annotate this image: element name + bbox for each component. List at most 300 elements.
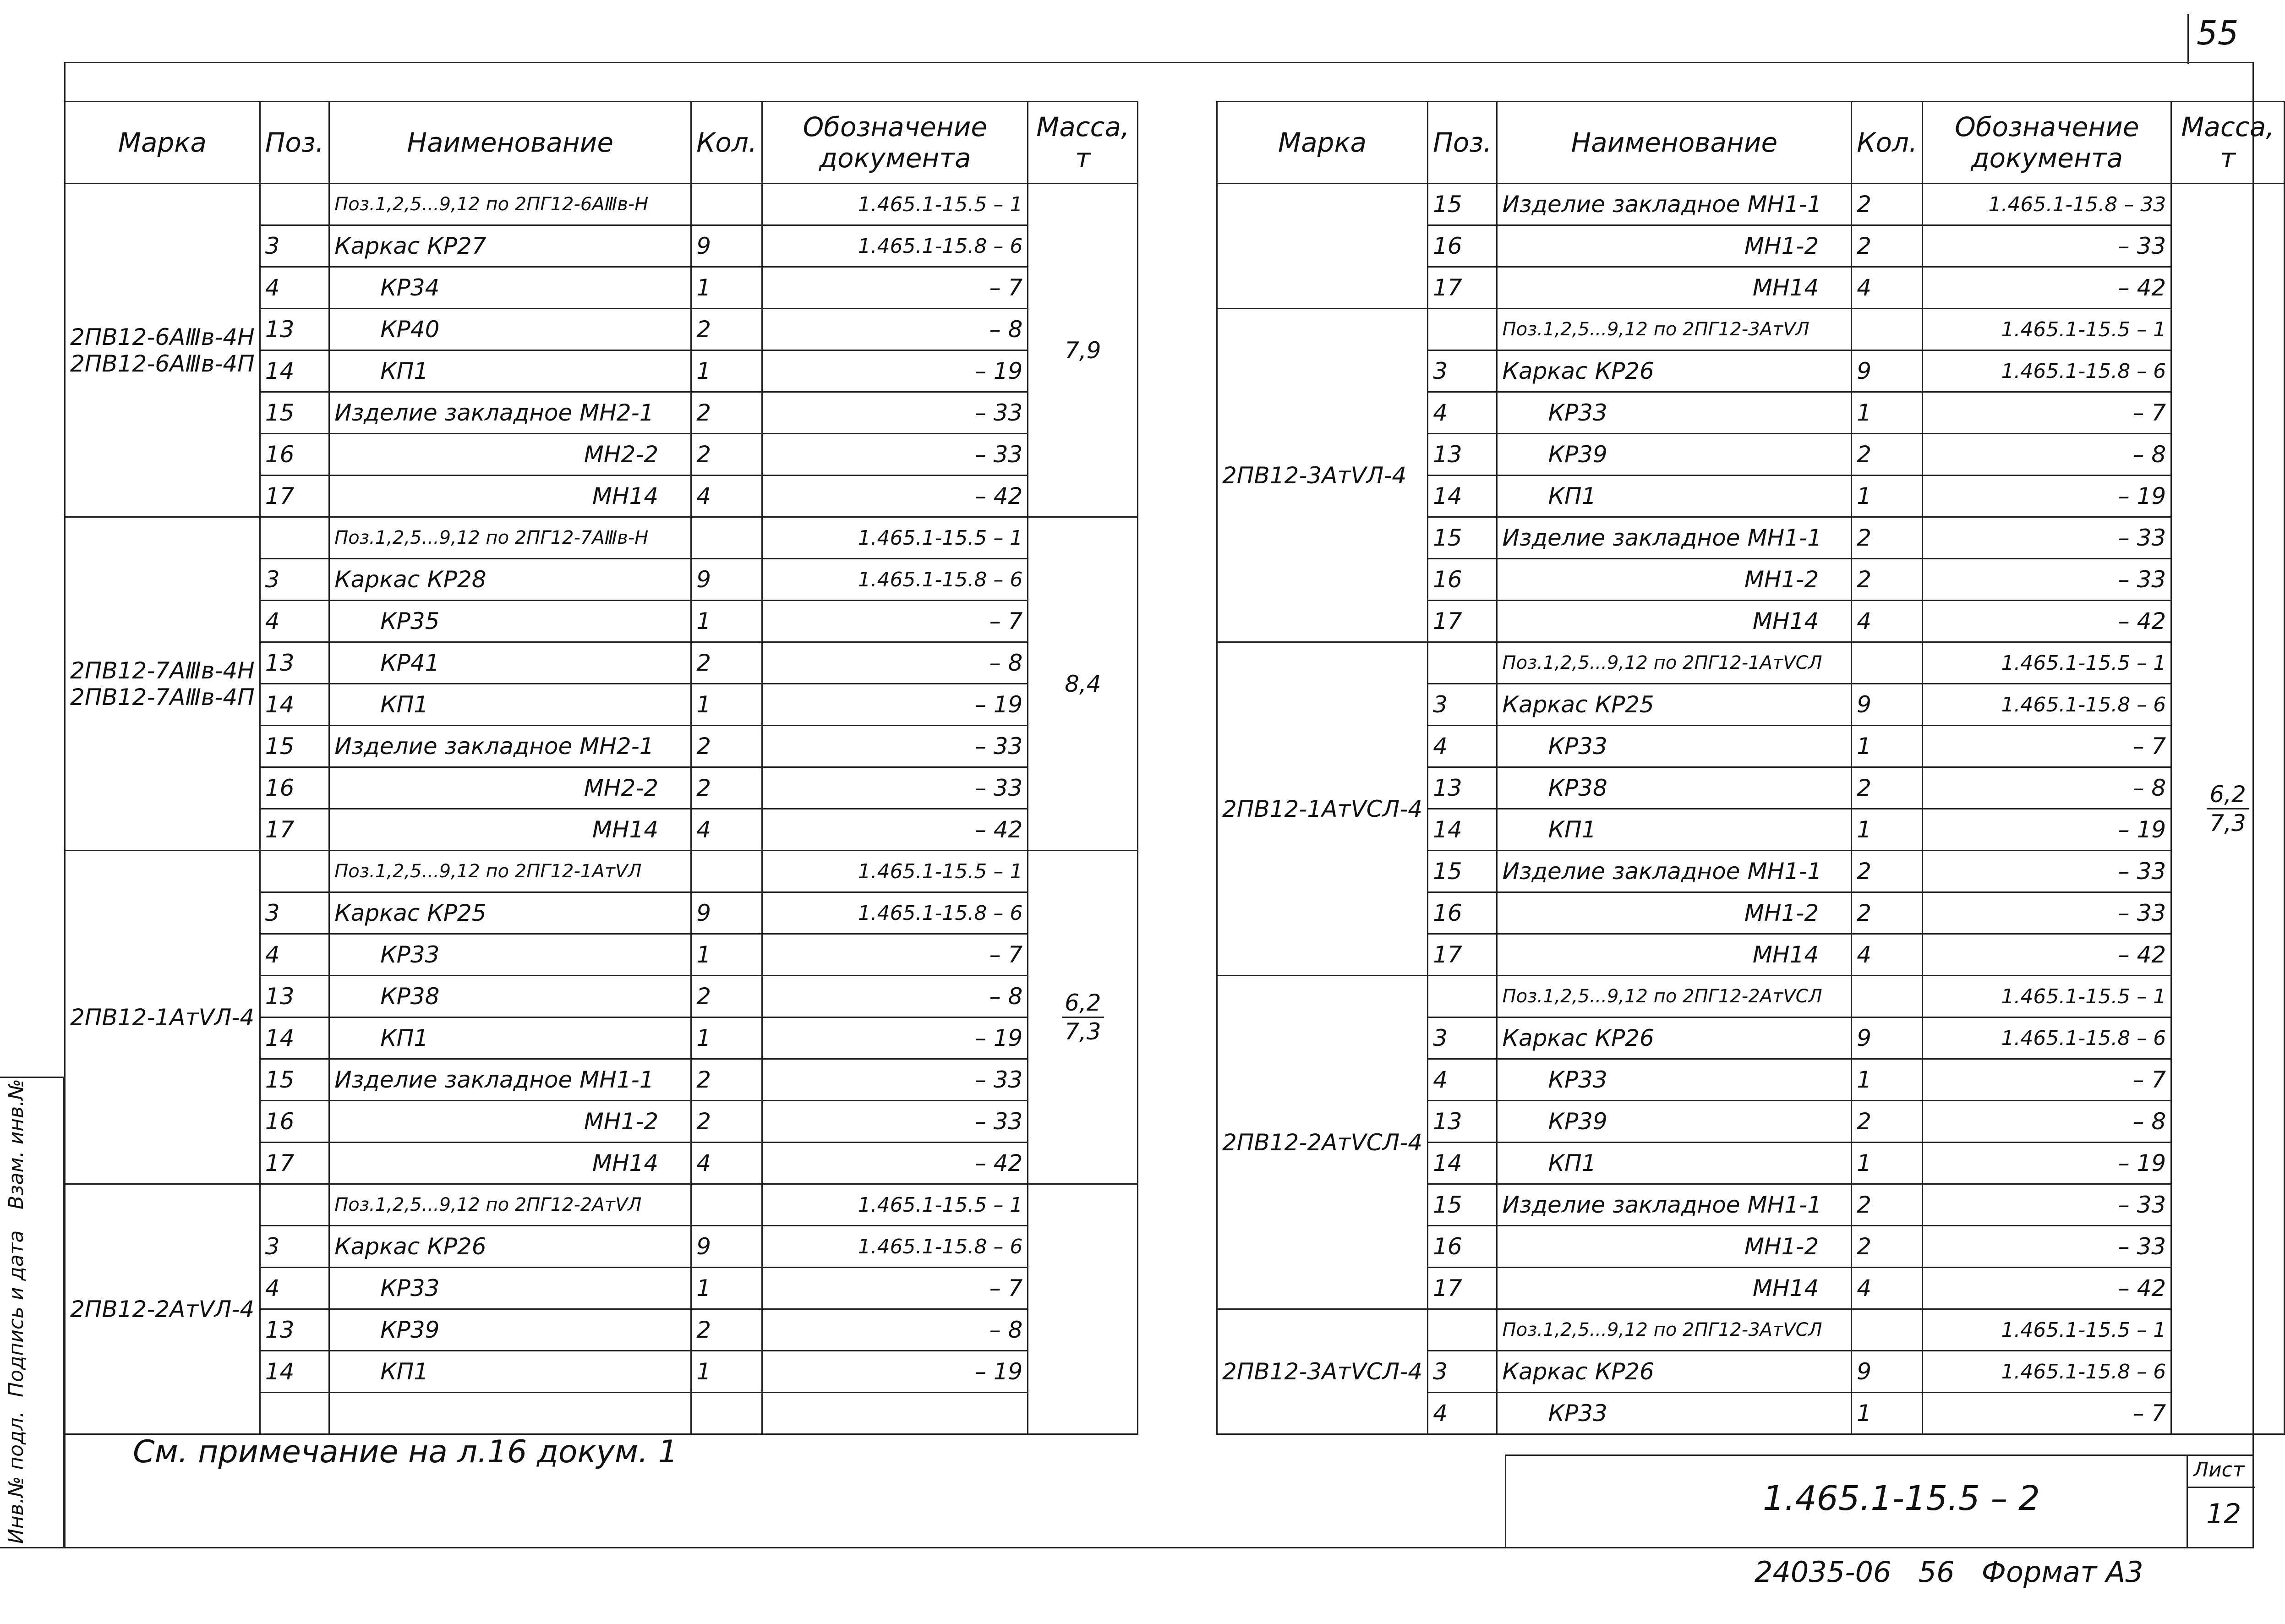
qty-cell: 2 [1852,1101,1923,1143]
pos-cell: 16 [1428,892,1497,934]
qty-cell: 1 [691,684,762,726]
doc-cell: – 7 [1923,1393,2171,1434]
qty-cell [1852,1309,1923,1351]
table-row [1217,184,2285,225]
name-cell: Каркас КР25 [1497,684,1852,726]
pos-cell [1428,642,1497,684]
marka-cell [65,517,260,851]
name-cell: КП1 [329,684,691,726]
marka-cell [1217,976,1428,1309]
name-cell: КР35 [329,601,691,642]
doc-cell: – 33 [1923,1226,2171,1268]
pos-cell: 4 [1428,392,1497,434]
header-poz: Поз. [260,102,329,184]
qty-cell [691,517,762,559]
qty-cell: 9 [1852,684,1923,726]
right-spec-table [1216,101,2285,1435]
name-cell: КР33 [329,1268,691,1309]
table-row [65,851,1138,892]
table-row [1217,1309,2285,1351]
name-cell: КП1 [1497,476,1852,517]
pos-cell: 16 [260,434,329,476]
name-cell: Изделие закладное МН1-1 [1497,184,1852,225]
qty-cell [1852,309,1923,350]
marka-line: 2ПВ12-3АтⅤСЛ-4 [1222,1358,1423,1385]
doc-cell: – 7 [1923,726,2171,767]
page-number: 55 [2197,14,2239,52]
name-cell: Каркас КР26 [1497,1017,1852,1059]
name-cell: Поз.1,2,5...9,12 по 2ПГ12-2АтⅤЛ [329,1184,691,1226]
qty-cell: 9 [691,892,762,934]
doc-cell: – 19 [762,684,1028,726]
name-cell: КР39 [1497,1101,1852,1143]
side-label-replace: Взам. инв.№ [5,1079,28,1209]
name-cell: КР38 [1497,767,1852,809]
doc-cell: – 19 [762,350,1028,392]
pos-cell: 4 [260,1268,329,1309]
name-cell [329,1393,691,1434]
qty-cell: 4 [1852,267,1923,309]
mass-cell [2171,184,2285,1434]
pos-cell: 17 [1428,267,1497,309]
qty-cell: 4 [691,809,762,851]
pos-cell: 15 [1428,851,1497,892]
doc-cell: 1.465.1-15.5 – 1 [762,184,1028,225]
doc-cell: – 42 [1923,934,2171,976]
pos-cell: 15 [260,392,329,434]
header-qty: Кол. [691,102,762,184]
qty-cell: 2 [691,434,762,476]
name-cell: Каркас КР27 [329,225,691,267]
name-cell: КП1 [1497,809,1852,851]
pos-cell: 4 [1428,726,1497,767]
doc-cell: – 7 [762,267,1028,309]
pos-cell: 17 [260,809,329,851]
marka-cell [65,1184,260,1434]
right-header-row [1217,102,2285,184]
pos-cell: 17 [1428,934,1497,976]
qty-cell: 2 [1852,892,1923,934]
pos-cell: 16 [1428,225,1497,267]
doc-cell: – 33 [1923,892,2171,934]
qty-cell: 2 [691,1101,762,1143]
marka-line: 2ПВ12-1АтⅤСЛ-4 [1222,795,1423,822]
doc-cell: – 33 [1923,517,2171,559]
pos-cell: 4 [1428,1059,1497,1101]
name-cell: МН2-2 [329,767,691,809]
doc-cell: 1.465.1-15.8 – 33 [1923,184,2171,225]
pos-cell: 17 [1428,1268,1497,1309]
doc-cell: 1.465.1-15.8 – 6 [762,892,1028,934]
name-cell: Поз.1,2,5...9,12 по 2ПГ12-3АтⅤЛ [1497,309,1852,350]
qty-cell: 1 [691,350,762,392]
pos-cell: 3 [260,559,329,601]
pos-cell: 3 [1428,684,1497,726]
name-cell: КР39 [1497,434,1852,476]
name-cell: Изделие закладное МН2-1 [329,726,691,767]
mass-fraction [2207,781,2249,837]
marka-line: 2ПВ12-7АⅢв-4П [70,684,255,711]
left-spec-table [64,101,1138,1435]
table-row [1217,976,2285,1017]
qty-cell: 4 [691,476,762,517]
qty-cell: 2 [1852,517,1923,559]
doc-cell: – 33 [762,1101,1028,1143]
pos-cell: 16 [1428,1226,1497,1268]
doc-cell: 1.465.1-15.8 – 6 [762,559,1028,601]
qty-cell: 9 [691,559,762,601]
qty-cell: 1 [1852,726,1923,767]
doc-cell: – 7 [762,1268,1028,1309]
table-row [65,1184,1138,1226]
pos-cell: 15 [1428,184,1497,225]
qty-cell: 2 [691,767,762,809]
name-cell: Каркас КР26 [1497,1351,1852,1393]
qty-cell: 2 [1852,851,1923,892]
pos-cell: 17 [1428,601,1497,642]
pos-cell: 14 [260,1017,329,1059]
name-cell: МН14 [329,476,691,517]
title-block [1505,1454,2254,1548]
marka-cell [1217,1309,1428,1434]
marka-cell [65,184,260,517]
qty-cell: 9 [1852,1351,1923,1393]
table-row [1217,309,2285,350]
header-marka: Марка [65,102,260,184]
qty-cell: 1 [1852,1143,1923,1184]
header-poz: Поз. [1428,102,1497,184]
marka-line: 2ПВ12-6АⅢв-4П [70,350,255,377]
doc-cell: 1.465.1-15.5 – 1 [762,1184,1028,1226]
side-label-inv-no: Инв.№ подл. [5,1411,28,1544]
sheet-box [2187,1454,2255,1548]
qty-cell [1852,642,1923,684]
qty-cell: 9 [1852,1017,1923,1059]
left-header-row [65,102,1138,184]
name-cell: МН14 [1497,934,1852,976]
name-cell: Каркас КР26 [329,1226,691,1268]
pos-cell: 13 [260,309,329,350]
pos-cell: 14 [260,350,329,392]
doc-cell: – 42 [1923,267,2171,309]
pos-cell: 13 [260,1309,329,1351]
qty-cell: 2 [691,976,762,1017]
name-cell: Каркас КР28 [329,559,691,601]
qty-cell [691,851,762,892]
doc-cell: – 8 [762,976,1028,1017]
qty-cell: 1 [691,1268,762,1309]
name-cell: МН1-2 [329,1101,691,1143]
name-cell: МН1-2 [1497,559,1852,601]
doc-cell: 1.465.1-15.5 – 1 [762,517,1028,559]
doc-cell: – 33 [1923,851,2171,892]
header-name: Наименование [329,102,691,184]
pos-cell: 14 [1428,809,1497,851]
table-row [1217,642,2285,684]
pos-cell: 13 [260,642,329,684]
marka-cell [1217,642,1428,976]
doc-cell: 1.465.1-15.8 – 6 [762,225,1028,267]
qty-cell: 4 [1852,934,1923,976]
pos-cell: 4 [1428,1393,1497,1434]
doc-cell: 1.465.1-15.8 – 6 [1923,1017,2171,1059]
page-number-divider [2187,14,2189,64]
pos-cell: 4 [260,601,329,642]
pos-cell: 13 [260,976,329,1017]
name-cell: Каркас КР25 [329,892,691,934]
doc-cell: – 19 [762,1351,1028,1393]
doc-cell: – 8 [1923,1101,2171,1143]
qty-cell: 1 [691,1017,762,1059]
pos-cell: 16 [260,1101,329,1143]
doc-cell: – 7 [762,934,1028,976]
doc-cell: 1.465.1-15.5 – 1 [1923,1309,2171,1351]
doc-cell: – 33 [762,726,1028,767]
qty-cell: 9 [1852,350,1923,392]
doc-cell: 1.465.1-15.8 – 6 [1923,1351,2171,1393]
qty-cell: 2 [1852,225,1923,267]
pos-cell: 3 [1428,350,1497,392]
doc-cell: – 8 [762,642,1028,684]
name-cell: МН14 [329,809,691,851]
qty-cell: 1 [1852,1393,1923,1434]
pos-cell: 15 [260,726,329,767]
mass-fraction [1062,989,1104,1045]
qty-cell: 4 [1852,1268,1923,1309]
doc-cell: 1.465.1-15.5 – 1 [1923,976,2171,1017]
name-cell: Поз.1,2,5...9,12 по 2ПГ12-1АтⅤЛ [329,851,691,892]
name-cell: Каркас КР26 [1497,350,1852,392]
doc-cell: – 19 [1923,1143,2171,1184]
doc-cell: – 42 [1923,1268,2171,1309]
pos-cell: 13 [1428,1101,1497,1143]
header-doc: Обозначение документа [762,102,1028,184]
pos-cell: 14 [260,684,329,726]
name-cell: КР38 [329,976,691,1017]
pos-cell: 3 [1428,1351,1497,1393]
name-cell: КР39 [329,1309,691,1351]
qty-cell: 2 [691,309,762,350]
name-cell: МН2-2 [329,434,691,476]
name-cell: МН14 [1497,1268,1852,1309]
pos-cell [260,851,329,892]
mass-cell: 7,9 [1028,184,1138,517]
name-cell: КР33 [1497,1393,1852,1434]
doc-cell: – 8 [762,1309,1028,1351]
pos-cell: 4 [260,934,329,976]
doc-cell: 1.465.1-15.5 – 1 [1923,642,2171,684]
pos-cell: 13 [1428,434,1497,476]
doc-cell: – 33 [762,392,1028,434]
sheet-label: Лист [2193,1458,2245,1482]
qty-cell: 1 [691,1351,762,1393]
doc-cell: 1.465.1-15.5 – 1 [762,851,1028,892]
name-cell: МН1-2 [1497,1226,1852,1268]
name-cell: Изделие закладное МН2-1 [329,392,691,434]
doc-cell: – 33 [1923,1184,2171,1226]
pos-cell: 15 [260,1059,329,1101]
name-cell: Поз.1,2,5...9,12 по 2ПГ12-6АⅢв-Н [329,184,691,225]
header-name: Наименование [1497,102,1852,184]
note-text: См. примечание на л.16 докум. 1 [133,1434,678,1470]
name-cell: КР33 [1497,392,1852,434]
marka-line: 2ПВ12-1АтⅤЛ-4 [70,1004,255,1031]
name-cell: МН14 [1497,267,1852,309]
table-row [65,517,1138,559]
name-cell: МН1-2 [1497,892,1852,934]
mass-denominator: 7,3 [2209,810,2246,837]
qty-cell: 1 [1852,1059,1923,1101]
doc-cell: 1.465.1-15.5 – 1 [1923,309,2171,350]
name-cell: Поз.1,2,5...9,12 по 2ПГ12-2АтⅤСЛ [1497,976,1852,1017]
qty-cell: 1 [691,601,762,642]
pos-cell: 4 [260,267,329,309]
qty-cell: 4 [1852,601,1923,642]
pos-cell [260,184,329,225]
name-cell: КР40 [329,309,691,350]
qty-cell [1852,976,1923,1017]
table-row [65,184,1138,225]
name-cell: МН14 [1497,601,1852,642]
name-cell: КП1 [329,1351,691,1393]
pos-cell [260,517,329,559]
pos-cell [1428,1309,1497,1351]
doc-cell: – 19 [1923,809,2171,851]
qty-cell: 2 [1852,1226,1923,1268]
pos-cell [260,1393,329,1434]
name-cell: КП1 [329,1017,691,1059]
pos-cell: 15 [1428,1184,1497,1226]
name-cell: КР33 [329,934,691,976]
doc-cell: – 42 [762,1143,1028,1184]
pos-cell: 13 [1428,767,1497,809]
pos-cell: 16 [260,767,329,809]
header-doc: Обозначение документа [1923,102,2171,184]
name-cell: Изделие закладное МН1-1 [329,1059,691,1101]
qty-cell [691,1393,762,1434]
format-line: 24035-06 56 Формат А3 [1755,1555,2143,1589]
name-cell: Изделие закладное МН1-1 [1497,517,1852,559]
qty-cell [691,1184,762,1226]
name-cell: КР33 [1497,726,1852,767]
header-qty: Кол. [1852,102,1923,184]
doc-designation: 1.465.1-15.5 – 2 [1763,1479,2040,1518]
marka-cell [1217,184,1428,309]
qty-cell: 2 [1852,434,1923,476]
mass-numerator: 6,2 [2207,781,2249,809]
doc-cell: – 33 [762,434,1028,476]
name-cell: КР41 [329,642,691,684]
doc-cell: – 33 [762,767,1028,809]
pos-cell: 17 [260,476,329,517]
doc-cell: 1.465.1-15.8 – 6 [1923,350,2171,392]
pos-cell: 17 [260,1143,329,1184]
qty-cell: 2 [1852,559,1923,601]
qty-cell: 2 [691,726,762,767]
qty-cell: 1 [691,267,762,309]
header-marka: Марка [1217,102,1428,184]
mass-cell [1028,1184,1138,1434]
header-mass: Масса, т [1028,102,1138,184]
pos-cell: 3 [260,892,329,934]
sheet-number: 12 [2206,1498,2241,1530]
marka-line: 2ПВ12-2АтⅤЛ-4 [70,1296,255,1323]
marka-line: 2ПВ12-6АⅢв-4Н [70,323,255,350]
pos-cell: 15 [1428,517,1497,559]
qty-cell: 2 [691,1309,762,1351]
marka-line: 2ПВ12-3АтⅤЛ-4 [1222,462,1407,489]
marka-line: 2ПВ12-7АⅢв-4Н [70,657,255,684]
qty-cell: 2 [691,392,762,434]
qty-cell: 2 [1852,1184,1923,1226]
doc-cell: – 19 [762,1017,1028,1059]
qty-cell: 9 [691,225,762,267]
marka-cell [65,851,260,1184]
name-cell: Поз.1,2,5...9,12 по 2ПГ12-7АⅢв-Н [329,517,691,559]
doc-cell: – 42 [762,476,1028,517]
name-cell: МН1-2 [1497,225,1852,267]
doc-cell: – 8 [1923,767,2171,809]
name-cell: Поз.1,2,5...9,12 по 2ПГ12-1АтⅤСЛ [1497,642,1852,684]
mass-cell [1028,851,1138,1184]
marka-cell [1217,309,1428,642]
marka-line: 2ПВ12-2АтⅤСЛ-4 [1222,1129,1423,1156]
qty-cell [691,184,762,225]
header-mass: Масса, т [2171,102,2285,184]
doc-cell: – 7 [762,601,1028,642]
doc-cell [762,1393,1028,1434]
doc-cell: 1.465.1-15.8 – 6 [1923,684,2171,726]
pos-cell: 16 [1428,559,1497,601]
qty-cell: 9 [691,1226,762,1268]
qty-cell: 2 [1852,184,1923,225]
qty-cell: 2 [1852,767,1923,809]
pos-cell: 14 [1428,476,1497,517]
doc-cell: – 42 [762,809,1028,851]
qty-cell: 4 [691,1143,762,1184]
doc-cell: – 8 [762,309,1028,350]
doc-cell: – 7 [1923,392,2171,434]
qty-cell: 1 [1852,476,1923,517]
name-cell: КР34 [329,267,691,309]
doc-cell: – 33 [1923,559,2171,601]
name-cell: КР33 [1497,1059,1852,1101]
pos-cell: 14 [1428,1143,1497,1184]
doc-cell: – 42 [1923,601,2171,642]
pos-cell: 3 [260,1226,329,1268]
pos-cell: 3 [1428,1017,1497,1059]
side-label-signature: Подпись и дата [5,1230,28,1397]
qty-cell: 1 [1852,392,1923,434]
doc-cell: – 7 [1923,1059,2171,1101]
pos-cell: 3 [260,225,329,267]
qty-cell: 2 [691,1059,762,1101]
mass-denominator: 7,3 [1065,1018,1101,1045]
name-cell: КП1 [1497,1143,1852,1184]
name-cell: Поз.1,2,5...9,12 по 2ПГ12-3АтⅤСЛ [1497,1309,1852,1351]
doc-cell: – 33 [762,1059,1028,1101]
doc-cell: 1.465.1-15.8 – 6 [762,1226,1028,1268]
name-cell: МН14 [329,1143,691,1184]
doc-cell: – 33 [1923,225,2171,267]
mass-numerator: 6,2 [1062,989,1104,1018]
pos-cell: 14 [260,1351,329,1393]
doc-cell: – 19 [1923,476,2171,517]
pos-cell [1428,976,1497,1017]
mass-cell: 8,4 [1028,517,1138,851]
qty-cell: 2 [691,642,762,684]
pos-cell [1428,309,1497,350]
